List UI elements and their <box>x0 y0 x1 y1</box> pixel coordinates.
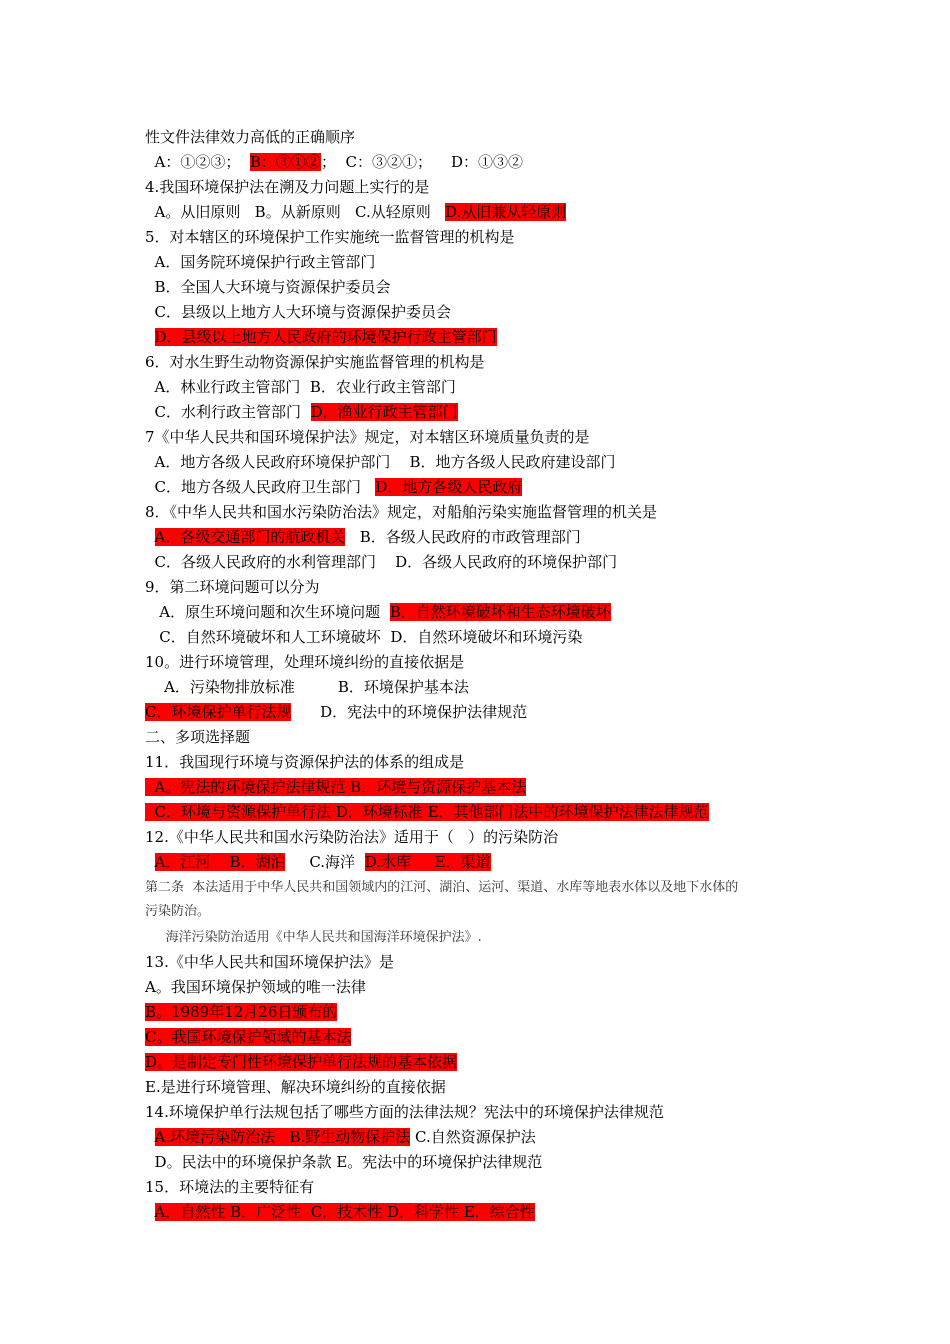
text-line <box>145 1177 314 1197</box>
text-line <box>145 627 582 647</box>
text-line <box>145 427 590 447</box>
text-segment: C.自然资源保护法 <box>410 1128 536 1146</box>
text-line <box>145 477 522 497</box>
text-line <box>145 227 515 247</box>
text-line <box>145 977 366 997</box>
text-segment: 12.《中华人民共和国水污染防治法》适用于（ ）的污染防治 <box>145 828 559 846</box>
text-line <box>145 202 566 222</box>
text-line <box>145 902 210 922</box>
highlighted-answer: C。我国环境保护领域的基本法 <box>145 1028 352 1046</box>
text-line <box>145 127 355 147</box>
highlighted-answer: D．渔业行政主管部门 <box>310 403 458 421</box>
text-segment: C．地方各级人民政府卫生部门 <box>145 478 376 496</box>
text-segment <box>145 853 155 871</box>
text-segment: 10。进行环境管理，处理环境纠纷的直接依据是 <box>145 653 465 671</box>
text-line <box>145 777 526 797</box>
text-line <box>145 802 709 822</box>
text-segment: C．各级人民政府的水利管理部门 D．各级人民政府的环境保护部门 <box>145 553 618 571</box>
text-segment: A。我国环境保护领域的唯一法律 <box>145 978 366 996</box>
highlighted-answer: A．江河 B．湖泊 <box>154 853 286 871</box>
text-line <box>145 252 375 272</box>
highlighted-answer: A.环境污染防治法 B.野生动物保护法 <box>154 1128 411 1146</box>
highlighted-answer: D.从旧兼从轻原则 <box>445 203 567 221</box>
text-line <box>145 377 456 397</box>
text-segment: A．林业行政主管部门 B．农业行政主管部门 <box>145 378 456 396</box>
text-segment: 7《中华人民共和国环境保护法》规定，对本辖区环境质量负责的是 <box>145 428 590 446</box>
text-line <box>145 1202 535 1222</box>
highlighted-answer: D．县级以上地方人民政府的环境保护行政主管部门 <box>154 328 497 346</box>
text-line <box>145 852 491 872</box>
text-line <box>145 527 581 547</box>
text-segment: 二、多项选择题 <box>145 728 251 746</box>
highlighted-answer: C．环境保护单行法规 <box>145 703 292 721</box>
text-segment: A．原生环境问题和次生环境问题 <box>145 603 390 621</box>
text-line <box>145 177 429 197</box>
text-line <box>145 752 464 772</box>
text-line <box>145 152 523 172</box>
text-segment: 6．对水生野生动物资源保护实施监督管理的机构是 <box>145 353 485 371</box>
text-line <box>145 302 451 322</box>
text-segment: 14.环境保护单行法规包括了哪些方面的法律法规？宪法中的环境保护法律规范 <box>145 1103 664 1121</box>
highlighted-answer: D。是制定专门性环境保护单行法规的基本依据 <box>145 1053 458 1071</box>
highlighted-answer: D．地方各级人民政府 <box>375 478 523 496</box>
text-segment: A．污染物排放标准 B．环境保护基本法 <box>145 678 469 696</box>
text-segment <box>145 328 155 346</box>
text-segment: C.海洋 <box>285 853 365 871</box>
highlighted-answer: D.水库 E．渠道 <box>364 853 491 871</box>
text-segment: B．全国人大环境与资源保护委员会 <box>145 278 391 296</box>
text-line <box>145 402 458 422</box>
text-line <box>145 1127 536 1147</box>
text-segment: D．宪法中的环境保护法律规范 <box>291 703 528 721</box>
text-segment: A．地方各级人民政府环境保护部门 B．地方各级人民政府建设部门 <box>145 453 616 471</box>
text-line <box>145 277 391 297</box>
text-segment: 性文件法律效力高低的正确顺序 <box>145 128 356 146</box>
text-line <box>145 602 611 622</box>
text-line <box>145 327 497 347</box>
text-segment: 海洋污染防治适用《中华人民共和国海洋环境保护法》. <box>145 930 482 945</box>
text-segment: 11．我国现行环境与资源保护法的体系的组成是 <box>145 753 465 771</box>
text-line <box>145 1152 542 1172</box>
highlighted-answer: B：③①② <box>249 153 321 171</box>
text-line <box>145 827 558 847</box>
text-line <box>145 552 617 572</box>
text-segment: C．县级以上地方人大环境与资源保护委员会 <box>145 303 452 321</box>
text-segment: ； C：③②①； D：①③② <box>320 153 524 171</box>
text-segment: 5．对本辖区的环境保护工作实施统一监督管理的机构是 <box>145 228 515 246</box>
text-line <box>145 352 485 372</box>
highlighted-answer: C．环境与资源保护单行法 D．环境标准 E．其他部门法中的环境保护法律法律规范 <box>145 803 709 821</box>
text-segment: A。从旧原则 B。从新原则 C.从轻原则 <box>145 203 446 221</box>
text-line <box>145 502 657 522</box>
text-segment <box>145 1203 155 1221</box>
highlighted-answer: A．各级交通部门的航政机关 <box>154 528 346 546</box>
text-segment: 13.《中华人民共和国环境保护法》是 <box>145 953 394 971</box>
text-segment: C．水利行政主管部门 <box>145 403 311 421</box>
text-line <box>145 727 250 747</box>
text-segment: 8．《中华人民共和国水污染防治法》规定，对船舶污染实施监督管理的机关是 <box>145 503 658 521</box>
text-segment: B．各级人民政府的市政管理部门 <box>345 528 581 546</box>
highlighted-answer: A。宪法的环境保护法律规范 B．环境与资源保护基本法 <box>145 778 527 796</box>
text-segment: A．国务院环境保护行政主管部门 <box>145 253 376 271</box>
text-line <box>145 652 464 672</box>
text-segment: E.是进行环境管理、解决环境纠纷的直接依据 <box>145 1078 446 1096</box>
text-line <box>145 952 394 972</box>
text-line <box>145 1077 446 1097</box>
text-segment: 污染防治。 <box>145 904 211 919</box>
text-segment: 4.我国环境保护法在溯及力问题上实行的是 <box>145 178 430 196</box>
text-line <box>145 1027 351 1047</box>
text-line <box>145 1052 457 1072</box>
text-line <box>145 1002 337 1022</box>
text-segment: 9．第二环境问题可以分为 <box>145 578 320 596</box>
text-line <box>145 702 527 722</box>
highlighted-answer: B．自然环境破坏和生态环境破坏 <box>389 603 611 621</box>
text-segment <box>145 528 155 546</box>
text-line <box>145 1102 664 1122</box>
text-line <box>145 928 482 948</box>
highlighted-answer: B。1989年12月26日颁布的 <box>145 1003 338 1021</box>
text-segment: 15．环境法的主要特征有 <box>145 1178 315 1196</box>
text-line <box>145 677 469 697</box>
text-line <box>145 577 320 597</box>
text-segment <box>145 1128 155 1146</box>
text-line <box>145 878 738 898</box>
text-segment: A：①②③； <box>145 153 250 171</box>
text-line <box>145 452 615 472</box>
highlighted-answer: A．自然性 B．广泛性 C．技术性 D．科学性 E．综合性 <box>154 1203 535 1221</box>
text-segment: 第二条 本法适用于中华人民共和国领域内的江河、湖泊、运河、渠道、水库等地表水体以及地下水体的 <box>145 880 739 895</box>
text-segment: C．自然环境破坏和人工环境破坏 D．自然环境破坏和环境污染 <box>145 628 583 646</box>
text-segment: D。民法中的环境保护条款 E。宪法中的环境保护法律规范 <box>145 1153 543 1171</box>
